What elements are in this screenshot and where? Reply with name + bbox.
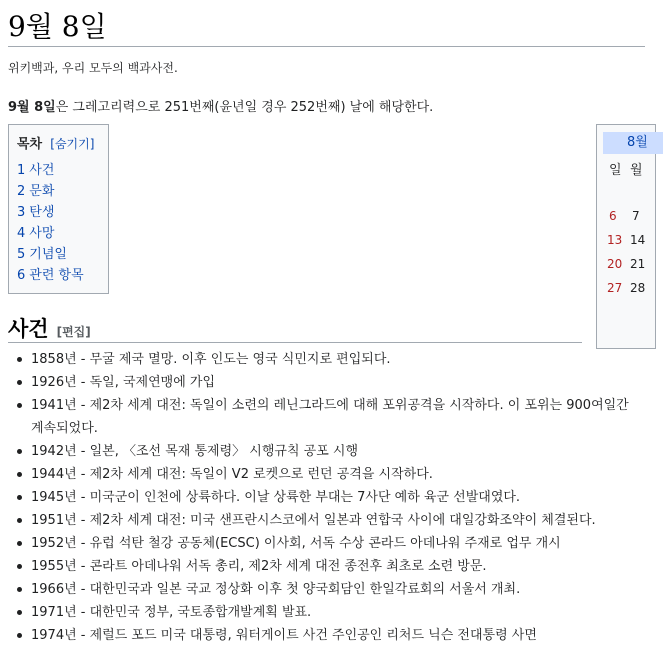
list-item: 1942년 - 일본, 〈조선 목재 통제령〉 시행규칙 공포 시행 — [8, 440, 638, 463]
table-of-contents — [8, 124, 109, 294]
toc-title: 목차 — [17, 137, 43, 152]
list-item: 1974년 - 제럴드 포드 미국 대통령, 워터게이트 사건 주인공인 리처드 닉슨 전대통령 사면 — [8, 624, 638, 647]
site-tagline: 위키백과, 우리 모두의 백과사전. — [8, 61, 178, 75]
list-item: 1971년 - 대한민국 정부, 국토종합개발계획 발표. — [8, 601, 638, 624]
calendar-weekday-sun: 일 — [609, 163, 622, 178]
toc-item-related[interactable]: 6 관련 항목 — [17, 268, 84, 283]
intro-bold-date: 9월 8일 — [8, 100, 56, 115]
section-edit-link[interactable]: [편집] — [56, 325, 91, 339]
month-calendar — [596, 124, 656, 349]
list-item: 1955년 - 콘라트 아데나워 서독 총리, 제2차 세계 대전 종전후 최초로 소련 방문. — [8, 555, 638, 578]
toc-header — [17, 133, 100, 152]
calendar-day[interactable]: 20 — [607, 257, 623, 271]
list-item: 1858년 - 무굴 제국 멸망. 이후 인도는 영국 식민지로 편입되다. — [8, 348, 638, 371]
calendar-month-header[interactable]: 8월 — [603, 132, 663, 154]
title-divider — [8, 46, 645, 47]
calendar-weekday-mon: 월 — [630, 163, 643, 178]
toc-item-events[interactable]: 1 사건 — [17, 163, 55, 178]
list-item: 1951년 - 제2차 세계 대전: 미국 샌프란시스코에서 일본과 연합국 사이에 대일강화조약이 체결된다. — [8, 509, 638, 532]
list-item: 1944년 - 제2차 세계 대전: 독일이 V2 로켓으로 런던 공격을 시작하다. — [8, 463, 638, 486]
calendar-day[interactable]: 28 — [630, 281, 646, 295]
list-item: 1952년 - 유럽 석탄 철강 공동체(ECSC) 이사회, 서독 수상 콘라드 아데나워 주재로 업무 개시 — [8, 532, 638, 555]
intro-text: 은 그레고리력으로 251번째(윤년일 경우 252번째) 날에 해당한다. — [55, 100, 434, 115]
toc-item-culture[interactable]: 2 문화 — [17, 184, 55, 199]
calendar-day[interactable]: 21 — [630, 257, 646, 271]
list-item: 1926년 - 독일, 국제연맹에 가입 — [8, 371, 638, 394]
toc-item-births[interactable]: 3 탄생 — [17, 205, 55, 220]
list-item: 1945년 - 미국군이 인천에 상륙하다. 이날 상륙한 부대는 7사단 예하 육군 선발대였다. — [8, 486, 638, 509]
list-item: 1966년 - 대한민국과 일본 국교 정상화 이후 첫 양국회담인 한일각료회의 서울서 개최. — [8, 578, 638, 601]
toc-list — [17, 160, 100, 286]
toc-toggle-link[interactable]: [숨기기] — [50, 137, 95, 151]
calendar-day[interactable]: 14 — [630, 233, 646, 247]
list-item: 1941년 - 제2차 세계 대전: 독일이 소련의 레닌그라드에 대해 포위공격을 시작하다. 이 포위는 900여일간 계속되었다. — [8, 394, 638, 440]
section-title: 사건 — [8, 316, 49, 341]
calendar-day[interactable]: 7 — [632, 209, 640, 223]
calendar-day[interactable]: 6 — [609, 209, 617, 223]
calendar-day[interactable]: 27 — [607, 281, 623, 295]
events-list — [8, 348, 638, 647]
page-title: 9월 8일 — [8, 10, 107, 43]
intro-paragraph — [8, 96, 433, 115]
section-divider — [8, 342, 582, 343]
toc-item-deaths[interactable]: 4 사망 — [17, 226, 55, 241]
calendar-day[interactable]: 13 — [607, 233, 623, 247]
toc-item-observances[interactable]: 5 기념일 — [17, 247, 67, 262]
